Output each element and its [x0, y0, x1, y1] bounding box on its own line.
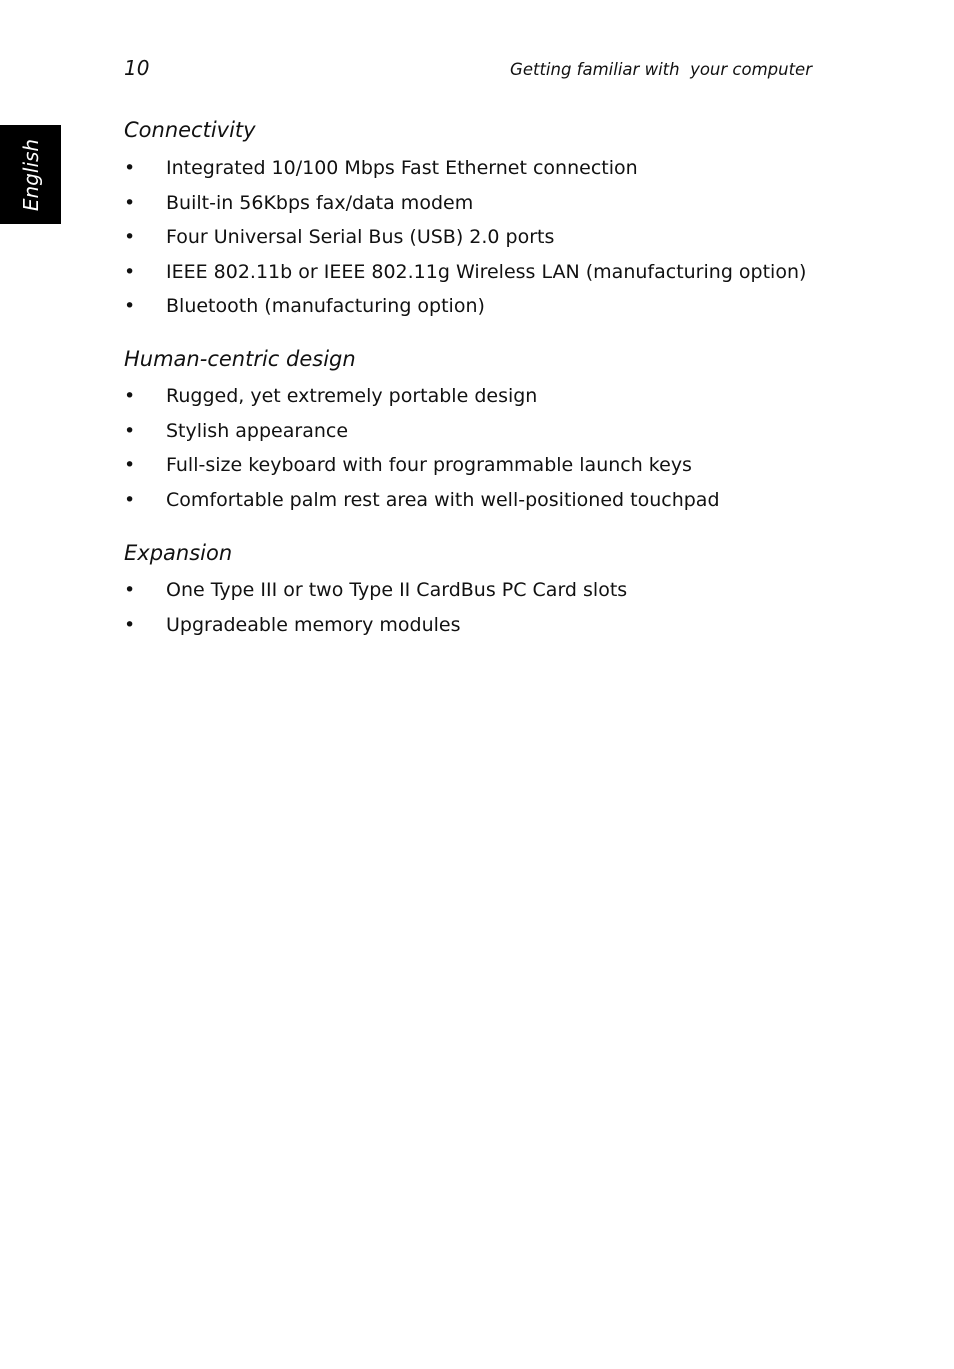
list-item [124, 224, 806, 259]
section-heading-human-centric-design: Human-centric design [124, 347, 356, 371]
bullet-icon: • [124, 157, 136, 179]
list-item [124, 259, 806, 294]
list-item [124, 155, 806, 190]
list-item-text: Built-in 56Kbps fax/data modem [166, 191, 474, 214]
list-item-text: IEEE 802.11b or IEEE 802.11g Wireless LAN (manufacturing option) [166, 260, 807, 283]
bullet-icon: • [124, 579, 136, 601]
list-item [124, 487, 720, 522]
list-item-text: One Type III or two Type II CardBus PC Card slots [166, 579, 628, 601]
section-heading-connectivity: Connectivity [124, 118, 256, 142]
list-item-text: Four Universal Serial Bus (USB) 2.0 ports [166, 226, 555, 249]
expansion-list [124, 577, 627, 646]
language-tab-label: English [18, 138, 43, 211]
bullet-icon: • [124, 385, 136, 407]
list-item [124, 577, 627, 612]
list-item-text: Full-size keyboard with four programmable launch keys [166, 454, 692, 477]
list-item-text: Comfortable palm rest area with well-positioned touchpad [166, 488, 720, 511]
list-item [124, 190, 806, 225]
list-item-text: Stylish appearance [166, 419, 349, 442]
bullet-icon: • [124, 226, 136, 249]
bullet-icon: • [124, 295, 136, 318]
list-item [124, 383, 720, 418]
bullet-icon: • [124, 191, 136, 214]
list-item-text: Bluetooth (manufacturing option) [166, 295, 485, 318]
list-item [124, 293, 806, 328]
page-number: 10 [124, 56, 150, 80]
bullet-icon: • [124, 419, 136, 442]
human-centric-design-list [124, 383, 720, 521]
bullet-icon: • [124, 260, 136, 283]
list-item [124, 418, 720, 453]
list-item-text: Integrated 10/100 Mbps Fast Ethernet connection [166, 157, 638, 179]
connectivity-list [124, 155, 806, 328]
running-header: Getting familiar with your computer [510, 60, 812, 79]
language-side-tab [0, 125, 61, 224]
section-heading-expansion: Expansion [124, 541, 233, 565]
list-item [124, 612, 627, 647]
list-item-text: Upgradeable memory modules [166, 613, 461, 636]
list-item-text: Rugged, yet extremely portable design [166, 385, 538, 407]
bullet-icon: • [124, 613, 136, 636]
list-item [124, 452, 720, 487]
bullet-icon: • [124, 454, 136, 477]
bullet-icon: • [124, 488, 136, 511]
